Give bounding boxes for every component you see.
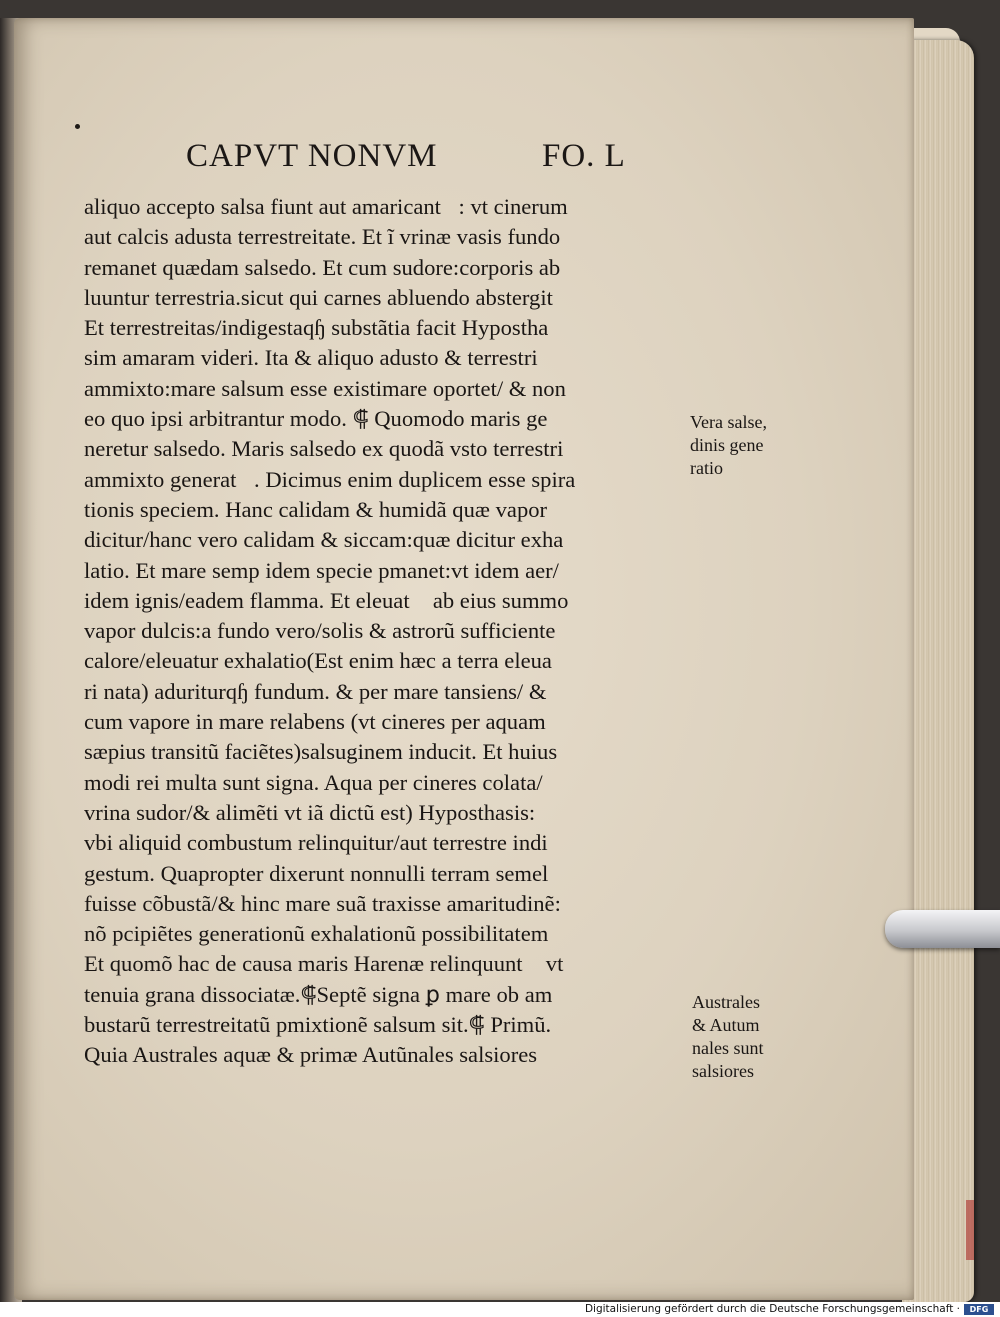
margin-note-line: dinis gene bbox=[690, 435, 764, 455]
text-line: tenuia grana dissociatæ.⸿Septẽ signa ꝑ mare ob am bbox=[84, 981, 553, 1007]
text-line: nõ pcipiẽtes generationũ exhalationũ possibilitatem bbox=[84, 921, 549, 947]
text-line: vbi aliquid combustum relinquitur/aut terrestre indi bbox=[84, 830, 548, 856]
main-text-block bbox=[84, 192, 700, 1071]
chapter-title: CAPVT NONVM bbox=[186, 138, 438, 174]
text-line: idem ignis/eadem flamma. Et eleuat᷑ ab eius summo bbox=[84, 587, 569, 613]
text-line: vrina sudor/& alimẽti vt iã dictũ est) Hyposthasis: bbox=[84, 799, 536, 825]
margin-note-line: Australes bbox=[692, 992, 760, 1012]
margin-note-line: salsiores bbox=[692, 1061, 754, 1081]
dfg-logo: DFG bbox=[964, 1304, 994, 1315]
text-line: sæpius transitũ faciẽtes)salsuginem inducit. Et huius bbox=[84, 739, 558, 765]
text-line: ammixto generat᷑. Dicimus enim duplicem esse spira bbox=[84, 466, 576, 492]
margin-note-line: ratio bbox=[690, 458, 723, 478]
text-line: luuntur terrestria.sicut qui carnes abluendo abstergit bbox=[84, 284, 553, 310]
margin-note-australes bbox=[692, 991, 802, 1083]
text-line: dicitur/hanc vero calidam & siccam:quæ dicitur exha bbox=[84, 527, 564, 553]
text-line: Et terrestreitas/indigestaqɧ substãtia facit Hypostha bbox=[84, 315, 549, 341]
text-line: remanet quædam salsedo. Et cum sudore:corporis ab bbox=[84, 254, 561, 280]
margin-note-line: & Autum bbox=[692, 1015, 760, 1035]
text-line: aut calcis adusta terrestreitate. Et ĩ vrinæ vasis fundo bbox=[84, 224, 561, 250]
text-line: latio. Et mare semp idem specie pmanet:vt idem aer/ bbox=[84, 557, 559, 583]
folio-number: FO. L bbox=[542, 138, 626, 174]
text-line: calore/eleuatur exhalatio(Est enim hæc a terra eleua bbox=[84, 648, 552, 674]
running-head bbox=[186, 138, 636, 178]
text-line: bustarũ terrestreitatũ pmixtionẽ salsum sit.⸿ Primũ. bbox=[84, 1012, 552, 1038]
text-line: aliquo accepto salsa fiunt aut amaricant᷑: vt cinerum bbox=[84, 194, 568, 219]
text-line: Et quomõ hac de causa maris Harenæ relinquunt᷑ vt bbox=[84, 951, 564, 977]
margin-note-line: nales sunt bbox=[692, 1038, 764, 1058]
text-line: tionis speciem. Hanc calidam & humidã quæ vapor bbox=[84, 496, 548, 522]
text-line: ri nata) aduriturqɧ fundum. & per mare tansiens/ & bbox=[84, 678, 547, 704]
text-line: sim amaram videri. Ita & aliquo adusto & terrestri bbox=[84, 345, 538, 371]
text-line: cum vapore in mare relabens (vt cineres per aquam bbox=[84, 709, 546, 735]
red-edge-mark bbox=[966, 1200, 974, 1260]
plastic-page-clip bbox=[885, 910, 1000, 948]
margin-note-vera-salsedinis bbox=[690, 411, 800, 480]
text-line: eo quo ipsi arbitrantur modo. ⸿ Quomodo maris ge bbox=[84, 406, 548, 432]
funding-credit: Digitalisierung gefördert durch die Deutsche Forschungsgemeinschaft · bbox=[584, 1303, 960, 1315]
text-line: neretur salsedo. Maris salsedo ex quodã vsto terrestri bbox=[84, 436, 564, 462]
text-line: fuisse cõbustã/& hinc mare suã traxisse amaritudinẽ: bbox=[84, 890, 561, 916]
text-line: modi rei multa sunt signa. Aqua per cineres colata/ bbox=[84, 769, 543, 795]
text-line: ammixto:mare salsum esse existimare oportet/ & non bbox=[84, 375, 566, 401]
margin-note-line: Vera salse, bbox=[690, 412, 767, 432]
text-line: Quia Australes aquæ & primæ Autũnales salsiores bbox=[84, 1042, 538, 1068]
text-line: vapor dulcis:a fundo vero/solis & astrorũ sufficiente bbox=[84, 618, 556, 644]
text-line: gestum. Quapropter dixerunt nonnulli terram semel bbox=[84, 860, 549, 886]
ink-dot bbox=[75, 124, 80, 129]
digitization-footer bbox=[0, 1302, 1000, 1317]
